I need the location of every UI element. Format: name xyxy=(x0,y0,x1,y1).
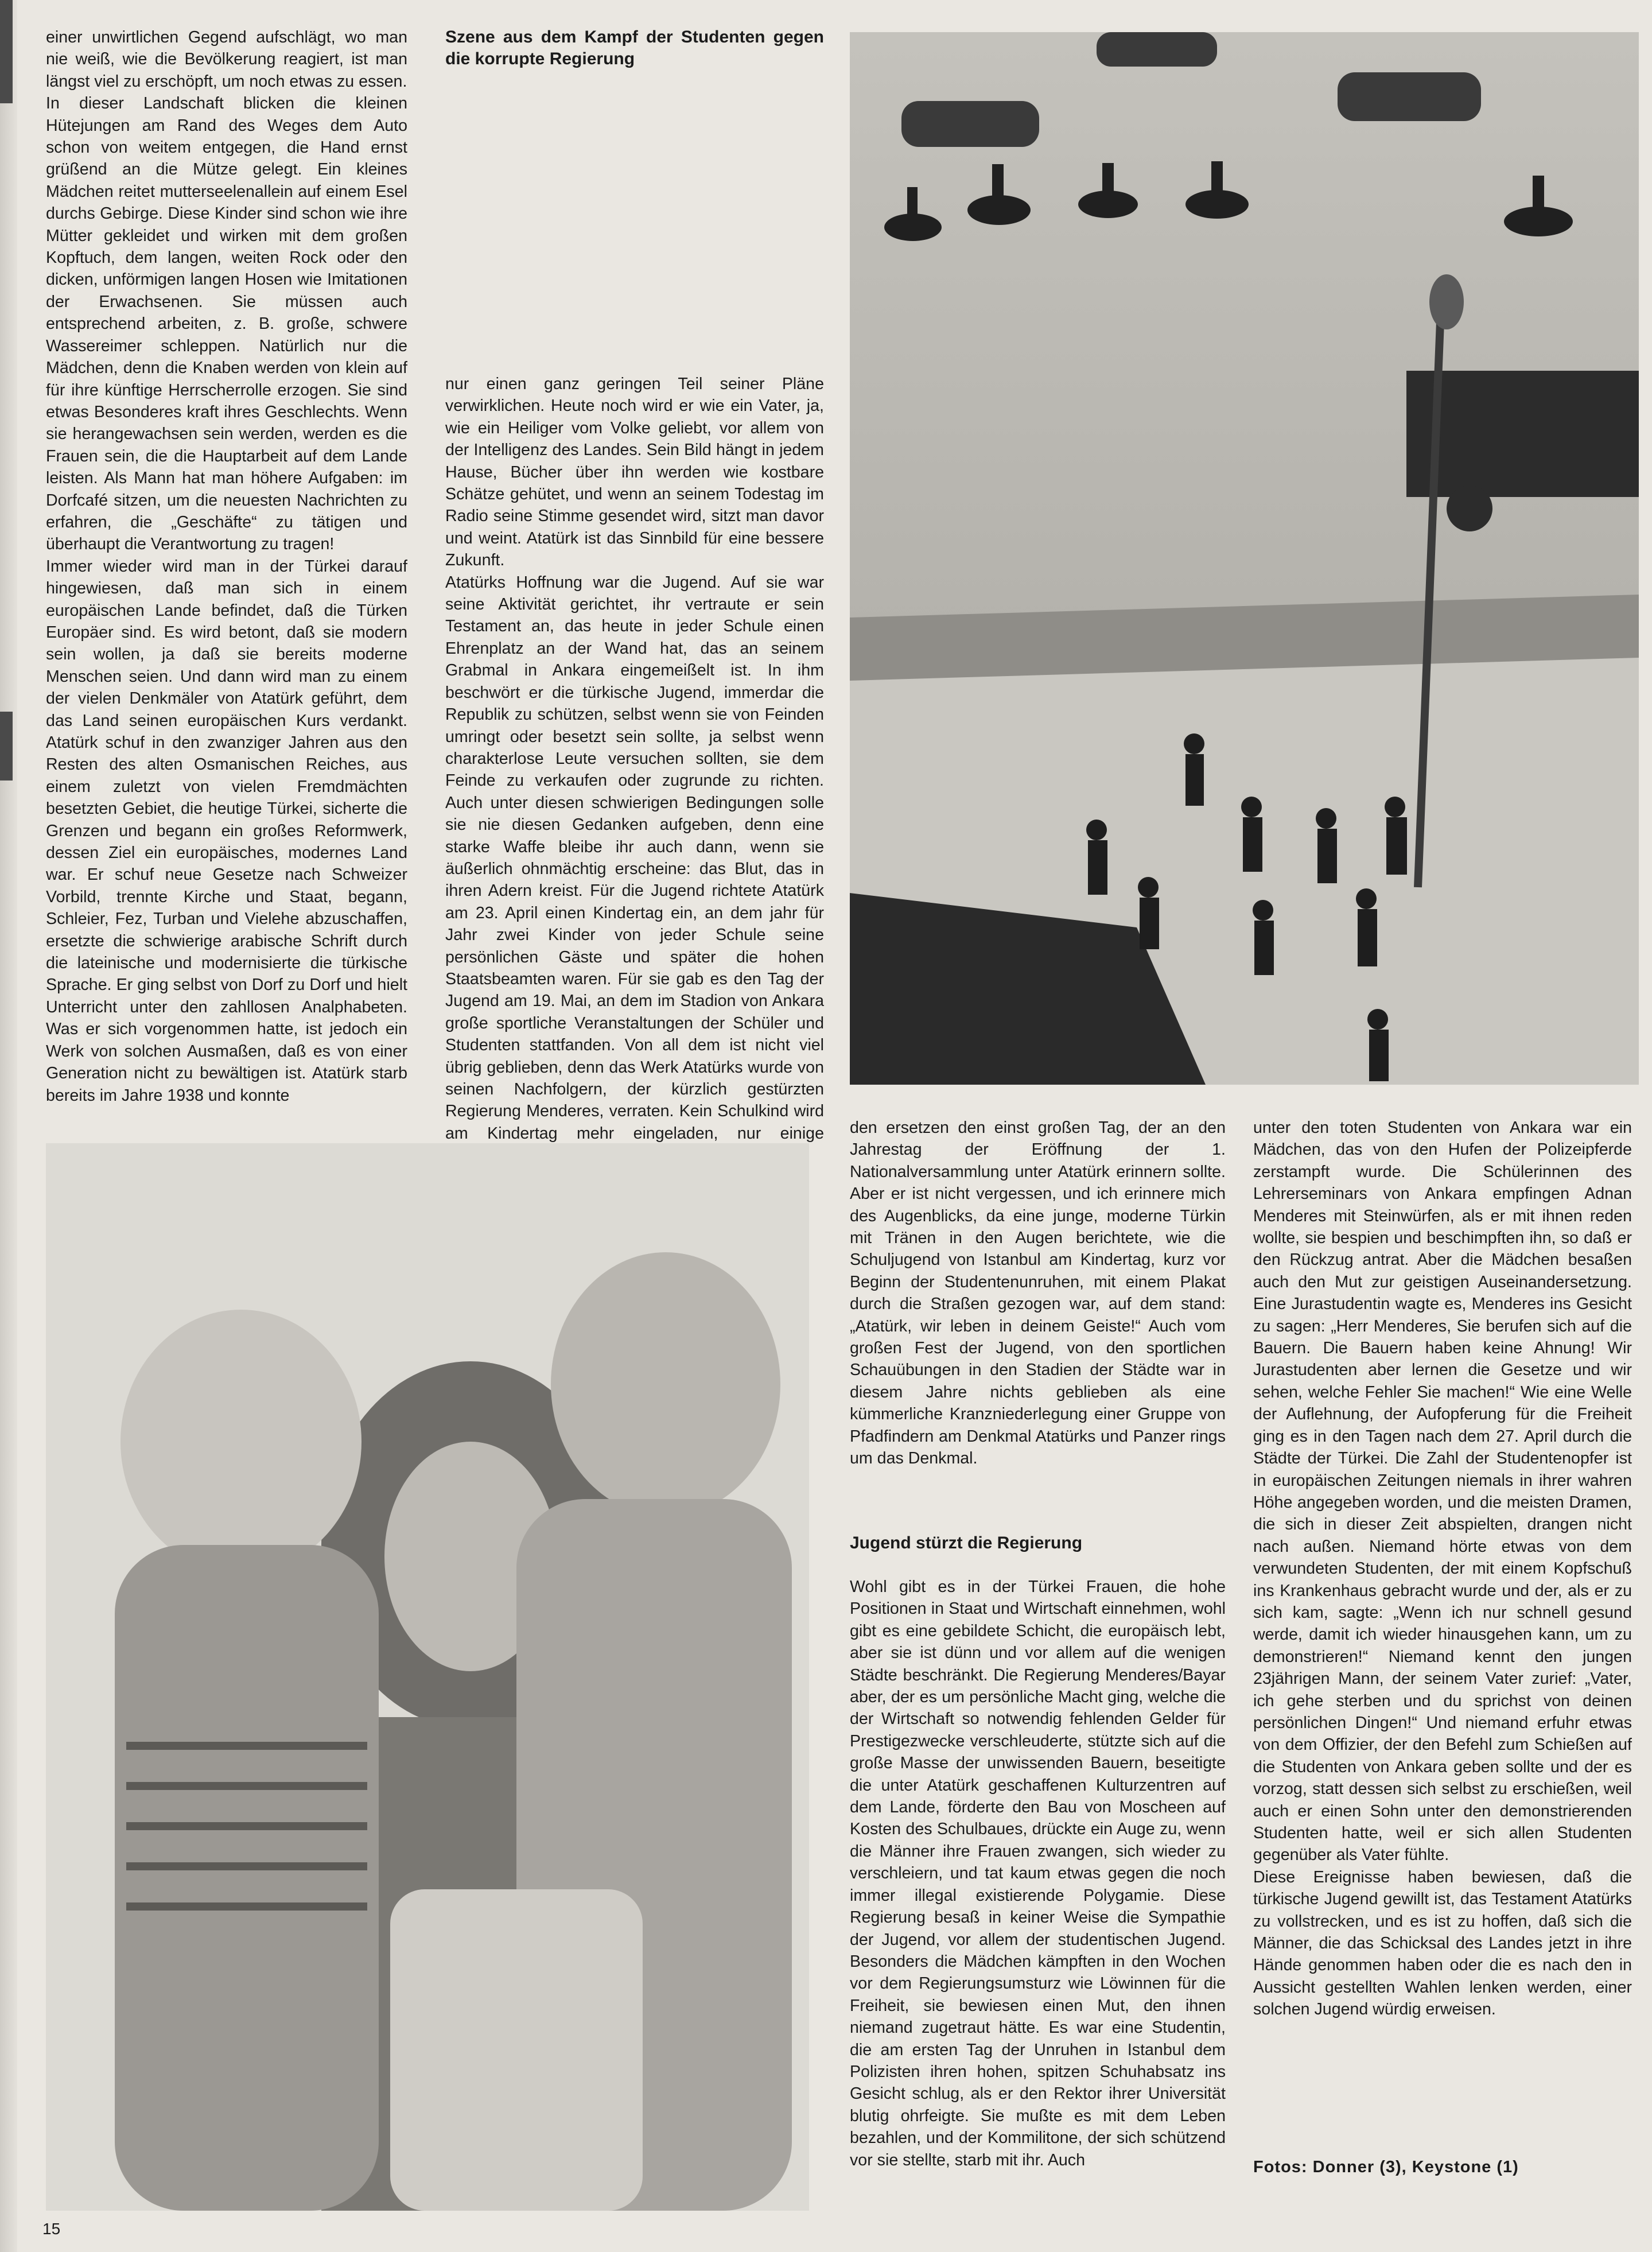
text-column-3 xyxy=(850,1117,1226,1470)
binding-tab xyxy=(0,712,13,781)
paragraph: einer unwirtlichen Gegend aufschlägt, wo man nie weiß, wie die Bevölkerung reagiert, ist man längst viel zu erschöpft, um noch etwas zu essen. xyxy=(46,28,407,91)
photo-mother-children xyxy=(46,1143,809,2211)
photo-caption-top: Szene aus dem Kampf der Studenten gegen die korrupte Regierung xyxy=(445,28,824,69)
photo-credit: Fotos: Donner (3), Keystone (1) xyxy=(1253,2158,1519,2176)
street-scene-illustration xyxy=(850,32,1639,1085)
page-binding-edge xyxy=(0,0,17,2252)
text-column-1 xyxy=(46,26,407,1106)
text-column-4 xyxy=(1253,1117,1632,2021)
photo-street-riot xyxy=(850,32,1639,1085)
text-column-2 xyxy=(445,373,824,1167)
binding-tab xyxy=(0,0,13,103)
portrait-illustration xyxy=(46,1143,809,2211)
paragraph: Immer wieder wird man in der Türkei darauf hingewiesen, daß man sich in einem europäischen Lande befindet, daß die Türken Europäer sind. Es wird betont, daß sie modern sein wollen, ja daß sie bereits moderne Menschen seien. Und dann wird man zu einem der vielen Denkmäler von Atatürk geführt, dem das Land seinen europäischen Kurs verdankt. Atatürk schuf in den zwanziger Jahren aus den Resten des alten Osmanischen Reiches, aus einem zuletzt von vielen Fremdmächten besetzten Gebiet, die heutige Türkei, sicherte die Grenzen und begann ein großes Reformwerk, dessen Ziel ein europäisches, modernes Land war. Er schuf neue Gesetze nach Schweizer Vorbild, trennte Kirche und Staat, begann, Schleier, Fez, Turban und Vielehe abzuschaffen, ersetzte die schwierige arabische Schrift durch die lateinische und modernisierte die türkische Sprache. Er ging selbst von Dorf zu Dorf und hielt Unterricht unter den zahllosen Analphabeten. Was er sich vorgenommen hatte, ist jedoch ein Werk von solchen Ausmaßen, daß es von einer Generation nicht zu bewältigen ist. Atatürk starb bereits im Jahre 1938 und konnte xyxy=(46,557,407,1105)
page-number: 15 xyxy=(42,2220,61,2238)
paragraph: In dieser Landschaft blicken die kleinen Hütejungen am Rand des Weges dem Auto schon von weitem entgegen, die Hand ernst grüßend an die Mütze gelegt. Ein kleines Mädchen reitet mutterseelenallein auf einem Esel durchs Gebirge. Diese Kinder sind schon wie ihre Mütter gekleidet und wirken mit dem großen Kopftuch, dem langen, weiten Rock oder den dicken, unförmigen langen Hosen wie Imitationen der Erwachsenen. Sie müssen auch entsprechend arbeiten, z. B. große, schwere Wassereimer schleppen. Natürlich nur die Mädchen, denn die Knaben werden von klein auf für ihre künftige Herrscherrolle erzogen. Sie sind etwas Besonderes kraft ihres Geschlechts. Wenn sie herangewachsen sein werden, werden es die Frauen sein, die die Hauptarbeit auf dem Lande leisten. Als Mann hat man höhere Aufgaben: im Dorfcafé sitzen, um die neuesten Nachrichten zu erfahren, die „Geschäfte“ zu tätigen und überhaupt die Verantwortung zu tragen! xyxy=(46,94,407,554)
section-heading: Jugend stürzt die Regierung xyxy=(850,1533,1083,1552)
text-column-3b xyxy=(850,1576,1226,2171)
paragraph: den ersetzen den einst großen Tag, der an den Jahrestag der Eröffnung der 1. Nationalversammlung unter Atatürk erinnern sollte. Aber er ist nicht vergessen, und ich erinnere mich des Augenblicks, da eine junge, moderne Türkin mit Tränen in den Augen berichtete, wie die Schuljugend von Istanbul am Kindertag, kurz vor Beginn der Studentenunruhen, mit einem Plakat durch die Straßen gezogen war, auf dem stand: „Atatürk, wir leben in deinem Geiste!“ Auch vom großen Fest der Jugend, von den sportlichen Schauübungen in den Stadien der Städte war in diesem Jahre nichts geblieben als eine kümmerliche Kranzniederlegung einer Gruppe von Pfadfindern am Denkmal Atatürks und Panzer rings um das Denkmal. xyxy=(850,1119,1226,1468)
paragraph: unter den toten Studenten von Ankara war ein Mädchen, das von den Hufen der Polizeipferde zerstampft wurde. Die Schülerinnen des Lehrerseminars von Ankara empfingen Adnan Menderes mit Steinwürfen, als er mit ihnen reden wollte, sie bespien und beschimpften ihn, so daß er den Rückzug antrat. Aber die Mädchen besaßen auch den Mut zur geistigen Auseinandersetzung. Eine Jurastudentin wagte es, Menderes ins Gesicht zu sagen: „Herr Menderes, Sie berufen sich auf die Bauern. Die Bauern haben keine Ahnung! Wir Jurastudenten aber lernen die Gesetze und wir sehen, welche Fehler Sie machen!“ Wie eine Welle der Auflehnung, der Aufopferung für die Freiheit ging es in den Tagen nach dem 27. April durch die Städte der Türkei. Die Zahl der Studentenopfer ist in europäischen Zeitungen niemals in ihrer wahren Höhe angegeben worden, und die meisten Dramen, die sich in dieser Zeit abspielten, drangen nicht nach außen. Niemand hörte etwas von dem verwundeten Studenten, der mit einem Kopfschuß ins Krankenhaus gebracht wurde und der, als er zu sich kam, sagte: „Wenn ich nur schnell gesund werde, damit ich wieder hinausgehen kann, um zu demonstrieren!“ Niemand kennt den jungen 23jährigen Mann, der seinem Vater zurief: „Vater, ich gehe sterben und du sprichst von deinen persönlichen Dingen!“ Und niemand erfuhr etwas von dem Offizier, der den Befehl zum Schießen auf die Studenten von Ankara geben sollte und der es vorzog, statt dessen sich selbst zu erschießen, weil auch er einen Sohn unter den demonstrierenden Studenten hatte, weil er sich allen Studenten gegenüber als Vater fühlte. xyxy=(1253,1119,1632,1865)
paragraph: nur einen ganz geringen Teil seiner Pläne verwirklichen. Heute noch wird er wie ein Vater, ja, wie ein Heiliger vom Volke geliebt, vor allem von der Intelligenz des Landes. Sein Bild hängt in jedem Hause, Bücher über ihn werden wie kostbare Schätze gehütet, und wenn an seinem Todestag im Radio seine Stimme gesendet wird, sitzt man davor und weint. Atatürk ist das Sinnbild für eine bessere Zukunft. xyxy=(445,375,824,570)
paragraph: Wohl gibt es in der Türkei Frauen, die hohe Positionen in Staat und Wirtschaft einnehmen, wohl gibt es eine gebildete Schicht, die europäisch lebt, aber sie ist dünn und vor allem auf die wenigen Städte beschränkt. Die Regierung Menderes/Bayar aber, der es um persönliche Macht ging, welche die der Wirtschaft so notwendig fehlenden Gelder für Prestigezwecke verschleuderte, stützte sich auf die große Masse der unwissenden Bauern, beseitigte die unter Atatürk geschaffenen Kulturzentren auf dem Lande, förderte den Bau von Moscheen auf Kosten des Schulbaues, drückte ein Auge zu, wenn die Männer ihre Frauen zwangen, sich wieder zu verschleiern, und tat kaum etwas gegen die noch immer illegal existierende Polygamie. Diese Regierung besaß in keiner Weise die Sympathie der Jugend, vor allem der studentischen Jugend. Besonders die Mädchen kämpften in den Wochen vor dem Regierungsumsturz wie Löwinnen für die Freiheit, sie bewiesen einen Mut, den ihnen niemand zugetraut hätte. Es war eine Studentin, die am ersten Tag der Unruhen in Istanbul dem Polizisten ihren hohen, spitzen Schuhabsatz ins Gesicht schlug, als er den Rektor ihrer Universität blutig ohrfeigte. Sie mußte es mit dem Leben bezahlen, und der Kommilitone, der sich schützend vor sie stellte, starb mit ihr. Auch xyxy=(850,1578,1226,2169)
paragraph: Atatürks Hoffnung war die Jugend. Auf sie war seine Aktivität gerichtet, ihr vertraute er sein Testament an, das heute in jeder Schule einen Ehrenplatz an der Wand hat, das an seinem Grabmal in Ankara eingemeißelt ist. In ihm beschwört er die türkische Jugend, immerdar die Republik zu schützen, selbst wenn sie von Feinden umringt oder besetzt sein sollte, ja selbst wenn charakterlose Leute versuchen sollten, sie dem Feinde zu verkaufen oder zugrunde zu richten. Auch unter diesen schwierigen Bedingungen solle sie nie diesen Gedanken aufgeben, denn eine starke Waffe bleibe ihr auch dann, wenn sie äußerlich ohnmächtig erscheine: das Blut, das in ihren Adern kreist. Für die Jugend richtete Atatürk am 23. April einen Kindertag ein, an dem jahr für Jahr zwei Kinder von jeder Schule seine persönlichen Gäste und später die hohen Staatsbeamten waren. Für sie gab es den Tag der Jugend am 19. Mai, an dem im Stadion von Ankara große sportliche Veranstaltungen der Schüler und Studenten stattfanden. Von all dem ist nicht viel übrig geblieben, denn das Werk Atatürks wurde von seinen Nachfolgern, der kürzlich gestürzten Regierung Menderes, verraten. Kein Schulkind wird am Kindertag mehr eingeladen, nur einige xyxy=(445,573,824,1143)
paragraph: Diese Ereignisse haben bewiesen, daß die türkische Jugend gewillt ist, das Testament Atatürks zu vollstrecken, und es ist zu hoffen, daß sich die Männer, die das Schicksal des Landes jetzt in ihre Hände genommen haben oder die es nach den in Aussicht gestellten Wahlen lenken werden, einer solchen Jugend würdig erweisen. xyxy=(1253,1867,1632,2019)
